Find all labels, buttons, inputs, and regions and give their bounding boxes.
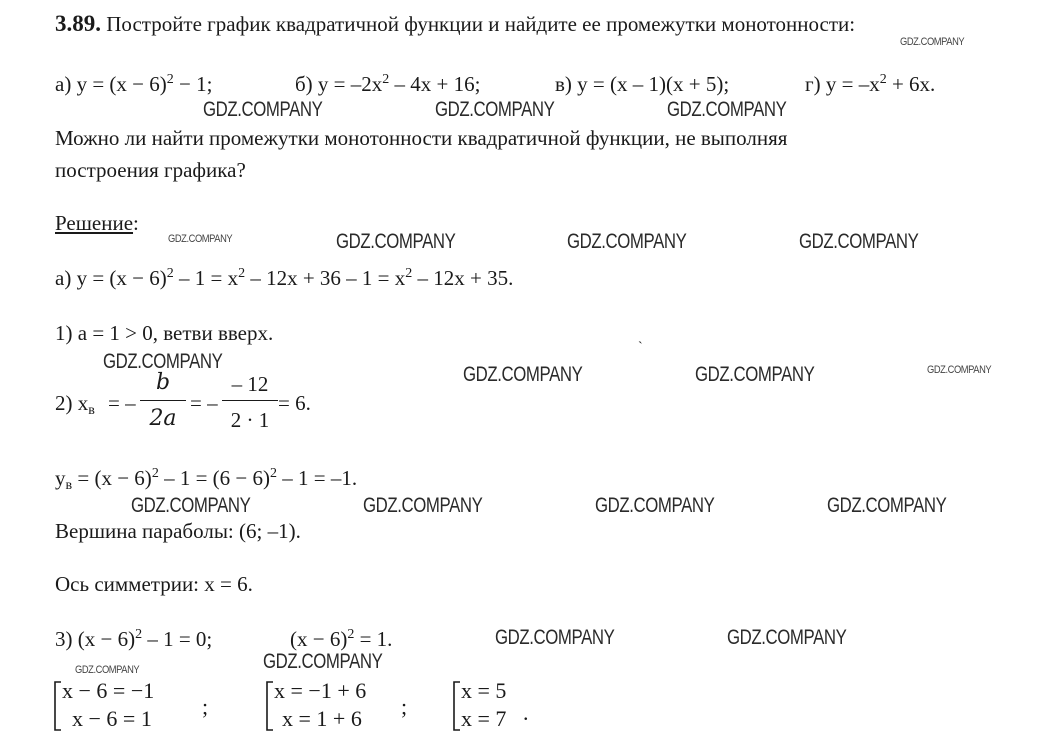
watermark: GDZ.COMPANY [263,650,383,673]
watermark: GDZ.COMPANY [827,494,947,517]
system-2-tail: ; [401,694,408,719]
watermark: GDZ.COMPANY [927,364,992,376]
watermark: GDZ.COMPANY [595,494,715,517]
step-3-part: 3) (х − 6) [55,627,136,651]
watermark: GDZ.COMPANY [727,626,847,649]
solution-heading-colon: : [133,211,139,235]
fraction-minus12-over-2 [222,370,278,434]
question-line-1: Можно ли найти промежутки монотонности квадратичной функции, не выполняя [55,126,788,150]
fraction-denominator: 2a [149,406,177,431]
item-a-sup: 2 [166,72,174,87]
yv-part: – 1 = –1. [277,466,358,490]
step-3-part: (х − 6) [290,627,348,651]
problem-statement: Постройте график квадратичной функции и найдите ее промежутки монотонности: [106,12,856,36]
fraction-numerator: – 12 [231,372,269,396]
equation-a [55,266,513,290]
step-3-second [290,627,392,651]
fraction-bar [222,400,278,401]
eq-a-sup: 2 [405,266,413,281]
problem-number: 3.89. [55,11,101,36]
eq-a-part: а) у = (х − 6) [55,266,167,290]
yv-part: у [55,466,66,490]
item-b-sup: 2 [382,72,390,87]
watermark: GDZ.COMPANY [103,350,223,373]
watermark: GDZ.COMPANY [495,626,615,649]
fraction-denominator: 2 · 1 [230,408,270,432]
fraction-numerator: b [155,370,171,395]
item-g-text: г) у = –х [805,72,880,96]
watermark: GDZ.COMPANY [695,363,815,386]
item-a-text: а) у = (х − 6) [55,72,167,96]
step-3-first [55,627,212,651]
system-2-line-2: х = 1 + 6 [282,706,362,731]
yv-sup: 2 [270,466,277,481]
item-v: в) у = (х – 1)(х + 5); [555,72,730,96]
solution-heading [55,211,139,235]
system-3-line-2: х = 7 [461,706,507,731]
y-vertex [55,466,358,493]
yv-sup: 2 [151,466,159,481]
vertex-line: Вершина параболы: (6; –1). [55,519,301,543]
watermark: GDZ.COMPANY [435,98,555,121]
yv-part: – 1 = (6 − 6) [158,466,270,490]
eq-a-part: – 12х + 35. [412,266,514,290]
watermark: GDZ.COMPANY [203,98,323,121]
step-3-part: = 1. [354,627,393,651]
solution-heading-text: Решение [55,211,134,235]
system-1-line-2: х − 6 = 1 [72,706,152,731]
watermark: GDZ.COMPANY [75,664,140,676]
stray-mark: ˋ [638,340,643,355]
item-a-rest: − 1; [173,72,213,96]
yv-part: = (х − 6) [72,466,152,490]
step-2-eq1: = – [108,391,136,415]
item-a [55,72,212,96]
system-3-line-1: х = 5 [461,678,507,703]
watermark: GDZ.COMPANY [799,230,919,253]
step-1: 1) а = 1 > 0, ветви вверх. [55,321,274,345]
system-1-line-1: х − 6 = −1 [62,678,155,703]
system-1-tail: ; [202,694,209,719]
step-2-x: 2) х [55,391,89,415]
eq-a-sup: 2 [166,266,174,281]
item-b-rest: – 4х + 16; [389,72,481,96]
step-2-prefix [55,391,95,418]
eq-a-part: – 12х + 36 – 1 = х [245,266,406,290]
axis-line: Ось симметрии: х = 6. [55,572,253,596]
fraction-b-over-2a [140,370,186,434]
item-b [295,72,480,96]
item-b-text: б) у = –2х [295,72,383,96]
step-3-part: – 1 = 0; [142,627,213,651]
fraction-bar [140,400,186,401]
watermark: GDZ.COMPANY [463,363,583,386]
item-g-sup: 2 [879,72,887,87]
system-3-tail: . [523,700,529,725]
item-g [805,72,935,96]
watermark: GDZ.COMPANY [567,230,687,253]
step-2-sub: в [88,403,95,418]
eq-a-sup: 2 [238,266,246,281]
step-3-sup: 2 [347,627,355,642]
watermark: GDZ.COMPANY [336,230,456,253]
step-3-sup: 2 [135,627,143,642]
step-2-eq2: = – [190,391,218,415]
watermark: GDZ.COMPANY [667,98,787,121]
watermark: GDZ.COMPANY [363,494,483,517]
problem-header [55,12,855,36]
eq-a-part: – 1 = х [173,266,239,290]
watermark: GDZ.COMPANY [900,36,965,48]
watermark: GDZ.COMPANY [168,233,233,245]
item-g-rest: + 6х. [886,72,936,96]
watermark: GDZ.COMPANY [131,494,251,517]
yv-sub: в [65,478,73,493]
system-2-line-1: х = −1 + 6 [274,678,367,703]
question-line-2: построения графика? [55,158,246,182]
step-2-result: = 6. [278,391,311,415]
